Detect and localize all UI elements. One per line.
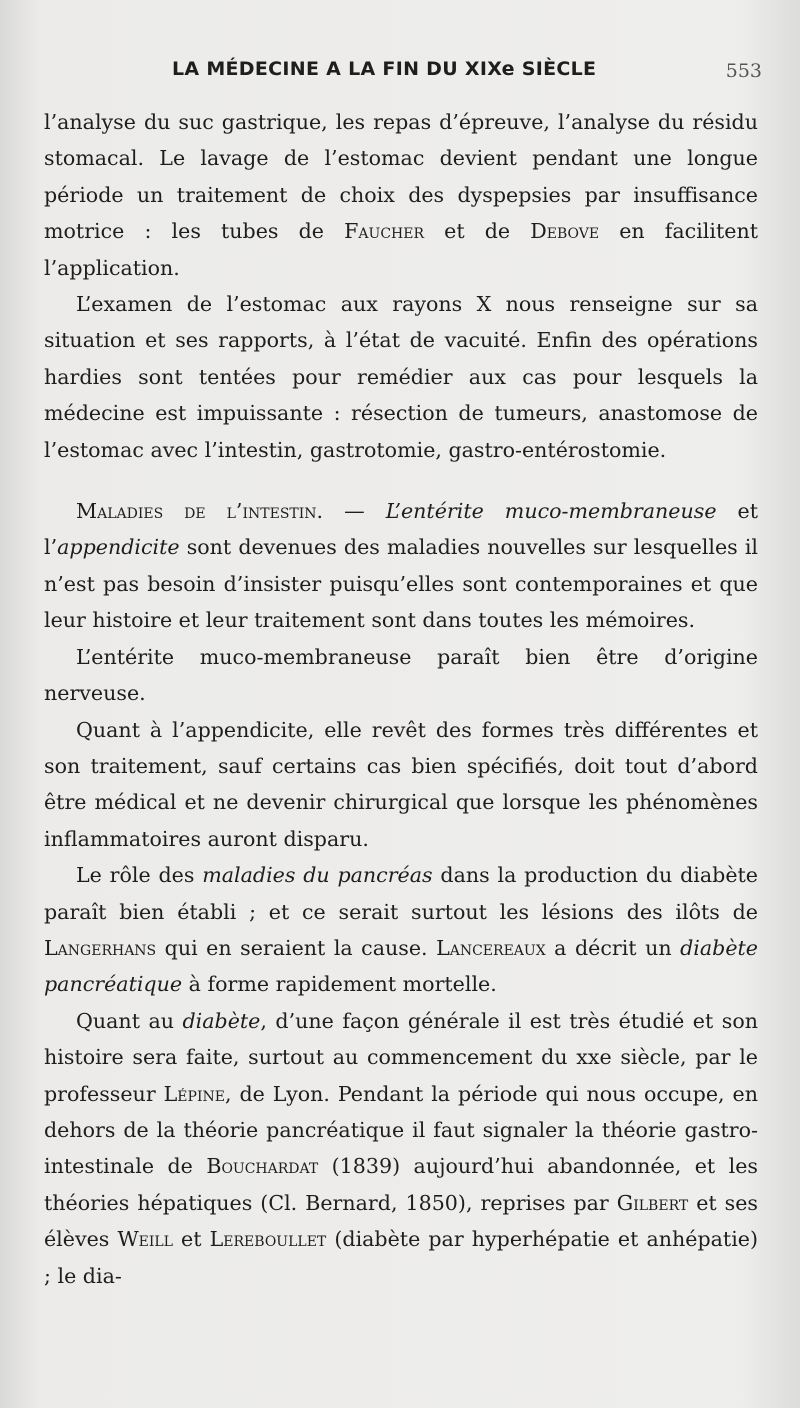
text-run: L’examen de l’estomac aux rayons X nous renseigne sur sa situation et ses rapports, à l’état de vacuité. Enfin des opérations hardies sont tentées pour remédier aux cas pour lesquels la médecine est impuissante : résection de tumeurs, anastomose de l’estomac avec l’intestin, gastrotomie, gastro-entérostomie. xyxy=(44,292,758,462)
running-title: LA MÉDECINE A LA FIN DU XIXe SIÈCLE xyxy=(172,58,597,80)
paragraph-appendicitis xyxy=(44,712,758,858)
paragraph-pancreas xyxy=(44,857,758,1003)
text-run: et de xyxy=(424,219,531,244)
italic-term: diabète xyxy=(182,1008,261,1033)
text-run: , d’une façon générale il est très étudié et son histoire sera faite, surtout au commencement du xxe siècle, par le professeur xyxy=(44,1008,758,1106)
paragraph-intestine-diseases xyxy=(44,493,758,639)
text-run: dans la production du diabète paraît bien établi ; et ce serait surtout les lésions des ilôts de xyxy=(44,863,758,924)
author-name: Langerhans xyxy=(44,935,157,960)
text-run: L’entérite muco-membraneuse paraît bien être d’origine nerveuse. xyxy=(44,644,758,706)
body-text xyxy=(44,104,758,1294)
text-run: et ses élèves xyxy=(44,1190,758,1252)
author-name: Gilbert xyxy=(616,1190,689,1215)
author-name: Lancereaux xyxy=(436,935,546,960)
text-run: (diabète par hyperhépatie et anhépatie) ; le dia- xyxy=(44,1227,759,1288)
paragraph-enteritis-origin xyxy=(44,639,758,712)
text-run: l’analyse du suc gastrique, les repas d’épreuve, l’analyse du résidu stomacal. Le lavage de l’estomac devient pendant une longue période un traitement de choix des dyspepsies par insuffisance motrice : les tubes de xyxy=(44,110,758,244)
text-run: en facilitent l’application. xyxy=(44,219,758,280)
paragraph-diabetes xyxy=(44,1003,758,1294)
author-name: Lereboullet xyxy=(209,1227,327,1252)
page-number: 553 xyxy=(725,60,762,82)
text-run: et xyxy=(172,1227,210,1252)
text-run: a décrit un xyxy=(545,935,681,960)
text-run: qui en seraient la cause. xyxy=(156,935,437,960)
italic-term: diabète pancréatique xyxy=(44,935,758,997)
text-run: Quant à l’appendicite, elle revêt des formes très différentes et son traitement, sauf certains cas bien spécifiés, doit tout d’abord être médical et ne devenir chirurgical que lorsque les phénomènes inflammatoires auront disparu. xyxy=(44,717,758,851)
italic-term: L’entérite muco-membraneuse xyxy=(385,499,717,524)
text-run: Le rôle des xyxy=(76,863,203,888)
text-run: , de Lyon. Pendant la période qui nous occupe, en dehors de la théorie pancréatique il faut signaler la théorie gastro-intestinale de xyxy=(44,1081,758,1179)
text-run: à forme rapidement mortelle. xyxy=(182,972,497,997)
page-header xyxy=(0,58,800,88)
paragraph-x-ray-examination xyxy=(44,286,758,468)
italic-term: appendicite xyxy=(57,535,180,560)
text-run: — xyxy=(323,499,386,524)
section-heading: Maladies de l’intestin. xyxy=(76,499,324,524)
author-name: Weill xyxy=(117,1227,173,1252)
author-name: Debove xyxy=(530,219,600,244)
author-name: Faucher xyxy=(344,219,425,244)
author-name: Lépine xyxy=(163,1081,225,1106)
text-run: Quant au xyxy=(76,1008,183,1033)
text-run: (1839) aujourd’hui abandonnée, et les théories hépatiques (Cl. Bernard, 1850), reprises par xyxy=(44,1154,758,1215)
italic-term: maladies du pancréas xyxy=(202,863,433,888)
paragraph-stomach-analysis xyxy=(44,104,758,286)
author-name: Bouchardat xyxy=(206,1154,319,1179)
text-run: et l’ xyxy=(44,499,758,560)
text-run: sont devenues des maladies nouvelles sur lesquelles il n’est pas besoin d’insister puisqu’elles sont contemporaines et que leur histoire et leur traitement sont dans toutes les mémoires. xyxy=(44,535,758,633)
